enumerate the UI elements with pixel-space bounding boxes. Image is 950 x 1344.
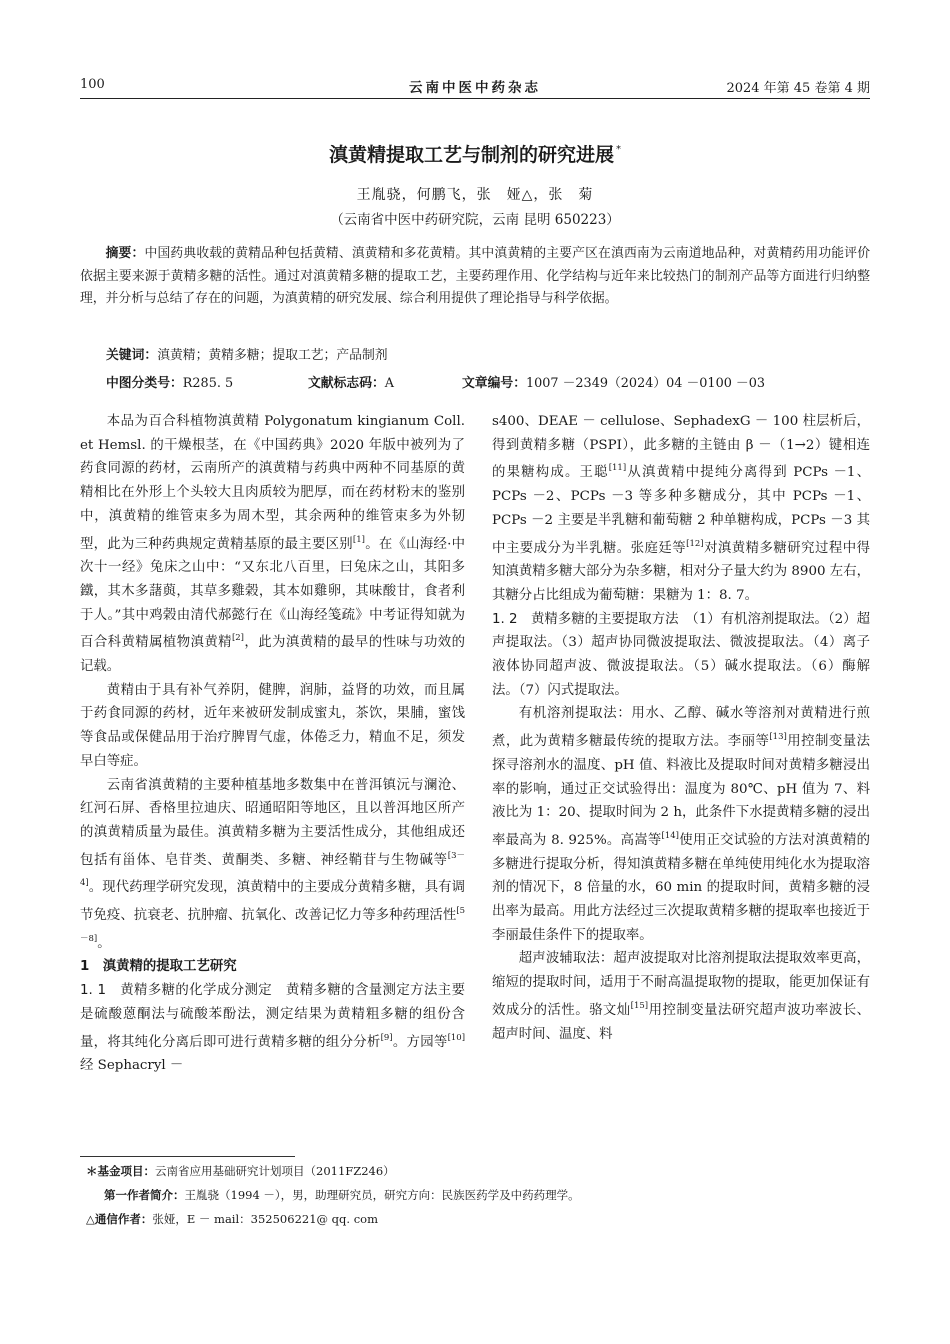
article-title: [0, 140, 950, 167]
text-run: 超声波辅取法：超声波提取对比溶剂提取法提取效率更高，缩短的提取时间，适用于不耐高温提取物的提取，能更加保证有效成分的活性。骆文灿: [492, 951, 870, 1018]
article-no-item: [462, 372, 765, 391]
paragraph: [492, 702, 870, 947]
citation: [5－8]: [80, 906, 465, 944]
fund-text: 云南省应用基础研究计划项目（2011FZ246）: [155, 1164, 395, 1178]
clc-value: R285. 5: [182, 376, 234, 391]
article-no-value: 1007 －2349（2024）04 －0100 －03: [525, 376, 766, 391]
text-run: 。在《山海经·中次十一经》兔床之山中：“又东北八百里，曰兔床之山，其阳多鐵，其木多藷藇，其草多雞榖，其本如雞卵，其味酸甘，食者利于人。”其中鸡榖由清代郝懿行在《山海经笺疏》中考证得知就为百合科黄精属植物滇黄精: [80, 536, 465, 651]
header-rule: [80, 98, 870, 99]
text-run: 。方园等: [392, 1034, 448, 1050]
issue-info: 2024 年第 45 卷第 4 期: [726, 81, 870, 96]
text-run: s400、DEAE － cellulose、SephadexG － 100 柱层析后，得到黄精多糖（PSPI），此多糖的主链由 β －（1→2）键相连的果糖构成。王聪: [492, 414, 870, 481]
section-heading: 1 滇黄精的提取工艺研究: [80, 959, 237, 975]
article-no-label: 文章编号：: [462, 376, 526, 391]
text-run: 用控制变量法研究超声波功率波长、超声时间、温度、料: [492, 1002, 870, 1042]
text-run: 。现代药理学研究发现，滇黄精中的主要成分黄精多糖，具有调节免疫、抗衰老、抗肿瘤、抗氧化、改善记忆力等多种药理活性: [80, 880, 465, 924]
doc-code-item: [308, 372, 394, 391]
citation: [11]: [608, 463, 627, 474]
text-run: 对滇黄精多糖研究过程中得知滇黄精多糖大部分为杂多糖，相对分子量大约为 8900 左右，其糖分占比组成为葡萄糖：果糖为 1：8. 7。: [492, 540, 870, 603]
text-run: 使用正交试验的方法对滇黄精的多糖进行提取分析，得知滇黄精多糖在单纯使用纯化水为提取溶剂的情况下，8 倍量的水，60 min 的提取时间，黄精多糖的浸出率为最高。用此方法经过三次提取黄精多糖的提取率也接近于李丽最佳条件下的提取率。: [492, 832, 871, 943]
abstract-text: 中国药典收载的黄精品种包括黄精、滇黄精和多花黄精。其中滇黄精的主要产区在滇西南为云南道地品种，对黄精药用功能评价依据主要来源于黄精多糖的活性。通过对滇黄精多糖的提取工艺，主要药理作用、化学结构与近年来比较热门的制剂产品等方面进行归纳整理，并分析与总结了存在的问题，为滇黄精的研究发展、综合利用提供了理论指导与科学依据。: [80, 246, 871, 306]
paragraph: [492, 947, 870, 1046]
keywords: [106, 344, 388, 363]
citation: [14]: [661, 830, 679, 841]
citation: [12]: [686, 538, 704, 549]
authors: 王胤骁，何鹏飞，张 娅△，张 菊: [356, 187, 594, 203]
clc-label: 中图分类号：: [106, 376, 183, 391]
citation: [9]: [380, 1032, 393, 1043]
text-run: 本品为百合科植物滇黄精 Polygonatum kingianum Coll. et Hemsl. 的干燥根茎，在《中国药典》2020 年版中被列为了药食同源的药材，云南所产的滇黄精与药典中两种不同基原的黄精相比在外形上个头较大且肉质较为肥厚，而在药材粉末的鉴别中，滇黄精的维管束多为周木型，其余两种的维管束多为外韧型，此为三种药典规定黄精基原的最主要区别: [80, 414, 465, 552]
text-run: （1）有机溶剂提取法。（2）超声提取法。（3）超声协同微波提取法、微波提取法。（4）离子液体协同超声波、微波提取法。（5）碱水提取法。（6）酶解法。（7）闪式提取法。: [492, 611, 871, 698]
keywords-label: 关键词：: [106, 348, 158, 363]
corresp-text: 张娅，E － mail：352506221@ qq. com: [152, 1212, 378, 1226]
subsection-heading: 1. 2 黄精多糖的主要提取方法: [492, 611, 679, 627]
footnote-correspondence: [86, 1211, 378, 1227]
text-run: 有机溶剂提取法：用水、乙醇、碱水等溶剂对黄精进行煎煮，此为黄精多糖最传统的提取方法。李丽等: [492, 706, 870, 750]
text-run: 黄精多糖的含量测定方法主要是硫酸蒽酮法与硫酸苯酚法，测定结果为黄精粗多糖的组份含量，将其纯化分离后即可进行黄精多糖的组分分析: [80, 983, 465, 1050]
paragraph: [492, 410, 870, 608]
footnote-rule: [80, 1156, 295, 1157]
clc-item: [106, 372, 233, 391]
keywords-text: 滇黄精；黄精多糖；提取工艺；产品制剂: [157, 348, 388, 363]
citation: [1]: [352, 534, 365, 545]
paragraph: 黄精由于具有补气养阴，健脾，润肺，益肾的功效，而且属于药食同源的药材，近年来被研发制成蜜丸，茶饮，果脯，蜜饯等食品或保健品用于治疗脾胃气虚，体倦乏力，精血不足，须发早白等症。: [80, 682, 465, 769]
subsection-heading: 1. 1 黄精多糖的化学成分测定: [80, 983, 273, 999]
footnote-fund: [86, 1163, 395, 1179]
fund-label: ＊基金项目：: [86, 1164, 155, 1178]
citation: [10]: [447, 1032, 466, 1043]
text-run: 。: [97, 935, 111, 951]
citation: [15]: [630, 1000, 649, 1011]
subsection-paragraph: [492, 608, 870, 703]
text-run: 用控制变量法探寻溶剂水的温度、pH 值、料液比及提取时间对黄精多糖浸出率的影响，通过正交试验得出：温度为 80℃、pH 值为 7、料液比为 1：20、提取时间为 2 h，此条件下水提黄精多糖的浸出率最高为 8. 925%。高嵩等: [492, 734, 870, 848]
text-run: 从滇黄精中提纯分离得到 PCPs －1、PCPs －2、PCPs －3 等多种多糖成分，其中 PCPs －1、PCPs －2 主要是半乳糖和葡萄糖 2 种单糖构成，PCPs －3 其中主要成分为半乳糖。张庭廷等: [492, 465, 870, 556]
citation: [3－4]: [80, 850, 465, 889]
first-author-text: 王胤骁（1994 －），男，助理研究员，研究方向：民族医药学及中药药理学。: [184, 1188, 580, 1202]
title-footnote-mark: *: [616, 144, 621, 155]
citation: [13]: [769, 732, 787, 743]
doc-code-label: 文献标志码：: [308, 376, 385, 391]
citation: [2]: [231, 633, 244, 644]
doc-code-value: A: [384, 376, 395, 391]
page-number: 100: [80, 77, 105, 92]
subsection-paragraph: [80, 979, 465, 1078]
text-run: ，此为滇黄精的最早的性味与功效的记载。: [80, 635, 466, 675]
text-run: 经 Sephacryl －: [80, 1058, 184, 1074]
body-right-column: [492, 410, 870, 1046]
footnote-first-author: [104, 1187, 580, 1203]
abstract-label: 摘要：: [105, 246, 145, 261]
paragraph: [80, 410, 465, 679]
paragraph: [80, 774, 465, 956]
text-run: 云南省滇黄精的主要种植基地多数集中在普洱镇沅与澜沧、红河石屏、香格里拉迪庆、昭通昭阳等地区，且以普洱地区所产的滇黄精质量为最佳。滇黄精多糖为主要活性成分，其他组成还包括有甾体、皂苷类、黄酮类、多糖、神经鞘苷与生物碱等: [80, 777, 465, 868]
title-text: 滇黄精提取工艺与制剂的研究进展: [328, 144, 614, 166]
body-left-column: [80, 410, 465, 1078]
corresp-label: △通信作者：: [86, 1212, 153, 1226]
journal-name: 云南中医中药杂志: [409, 80, 541, 96]
abstract: [80, 243, 870, 311]
first-author-label: 第一作者简介：: [104, 1188, 185, 1202]
affiliation: （云南省中医中药研究院，云南 昆明 650223）: [330, 212, 620, 228]
